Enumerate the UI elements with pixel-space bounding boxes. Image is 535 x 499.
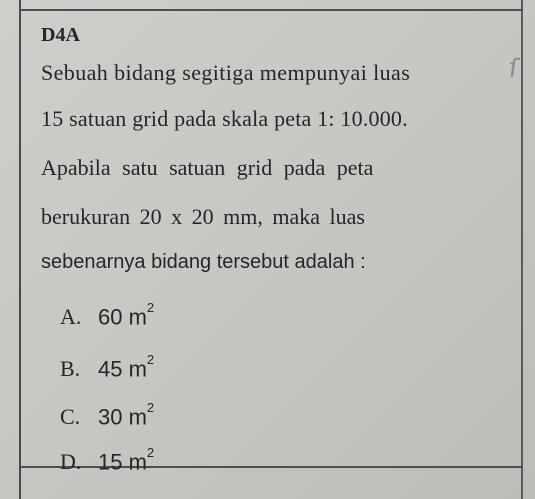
option-c[interactable] bbox=[60, 400, 155, 430]
question-line-4: berukuran 20 x 20 mm, maka luas bbox=[41, 204, 365, 229]
top-border-line bbox=[20, 9, 523, 11]
left-border-line bbox=[19, 0, 21, 499]
option-exponent: 2 bbox=[146, 352, 155, 367]
option-letter: D. bbox=[60, 449, 82, 475]
question-line-5: sebenarnya bidang tersebut adalah : bbox=[41, 251, 366, 273]
option-a[interactable] bbox=[60, 300, 155, 330]
right-border-line bbox=[521, 0, 523, 499]
question-line-2: 15 satuan grid pada skala peta 1: 10.000. bbox=[41, 106, 408, 131]
option-value: 15 m bbox=[98, 449, 147, 475]
question-line-3: Apabila satu satuan grid pada peta bbox=[41, 155, 374, 180]
option-letter: C. bbox=[60, 404, 81, 430]
option-value: 60 m bbox=[98, 304, 147, 330]
option-b[interactable] bbox=[60, 352, 155, 382]
option-d[interactable] bbox=[60, 445, 155, 475]
option-letter: B. bbox=[60, 356, 81, 382]
option-letter: A. bbox=[60, 304, 82, 330]
option-exponent: 2 bbox=[146, 400, 155, 415]
pencil-mark-icon: ſ bbox=[506, 53, 521, 85]
option-value: 30 m bbox=[98, 404, 147, 430]
option-value: 45 m bbox=[98, 356, 147, 382]
option-exponent: 2 bbox=[146, 300, 155, 315]
question-code: D4A bbox=[41, 24, 80, 46]
option-exponent: 2 bbox=[146, 445, 155, 460]
question-line-1: Sebuah bidang segitiga mempunyai luas bbox=[41, 60, 411, 85]
